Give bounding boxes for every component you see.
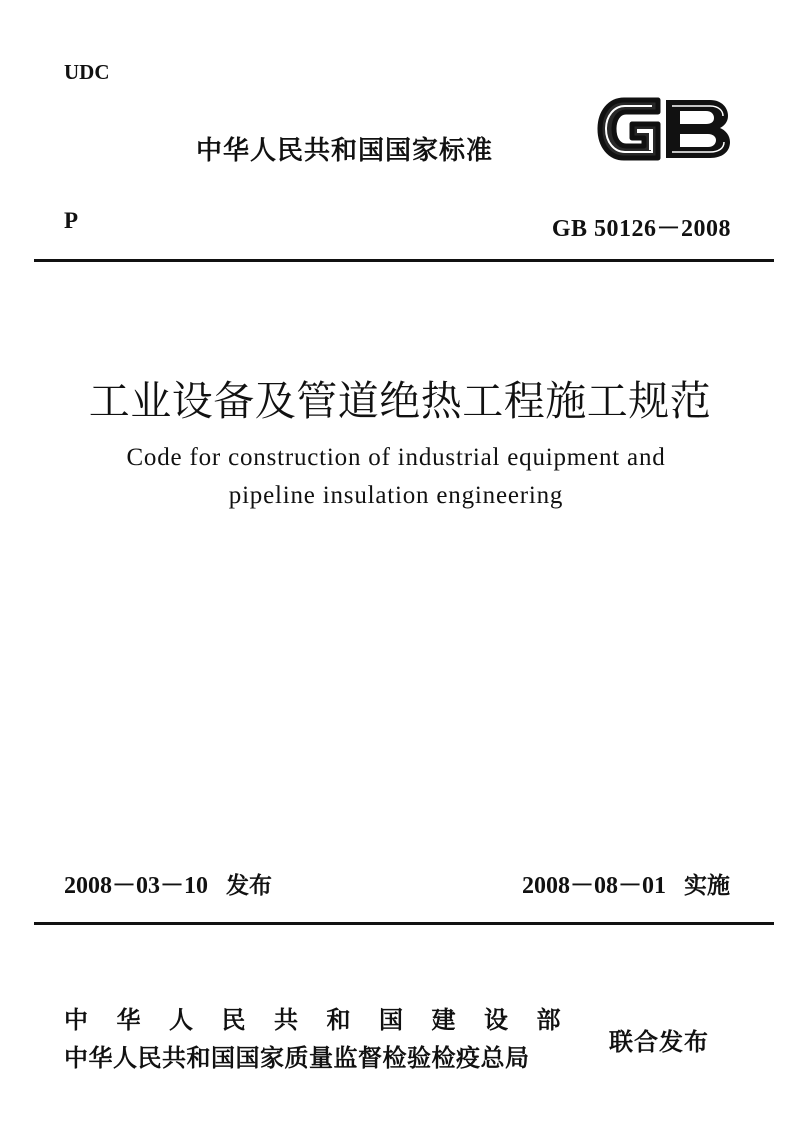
udc-label: UDC	[64, 60, 110, 84]
issuer-ministry: 中华人民共和国建设部	[64, 1006, 589, 1034]
issue-date-block	[64, 865, 272, 900]
implement-date: 2008－08－01	[522, 873, 666, 899]
standard-category: 中华人民共和国国家标准	[196, 136, 494, 166]
implement-label: 实施	[684, 873, 730, 899]
issue-label: 发布	[226, 873, 272, 899]
title-english-line2: pipeline insulation engineering	[228, 482, 564, 509]
title-english-line1: Code for construction of industrial equipment and	[126, 444, 666, 471]
gb-logo-icon	[594, 92, 734, 166]
bottom-divider	[34, 922, 774, 925]
joint-issue-label: 联合发布	[609, 1028, 709, 1056]
classification-code: P	[64, 208, 79, 233]
top-divider	[34, 259, 774, 262]
issuer-aqsiq: 中华人民共和国国家质量监督检验检疫总局	[64, 1044, 530, 1072]
title-chinese: 工业设备及管道绝热工程施工规范	[88, 377, 712, 425]
implement-date-block	[522, 865, 730, 900]
gb-logo-text: GB	[594, 92, 596, 93]
issue-date: 2008－03－10	[64, 873, 208, 899]
standard-number: GB 50126－2008	[551, 216, 731, 242]
